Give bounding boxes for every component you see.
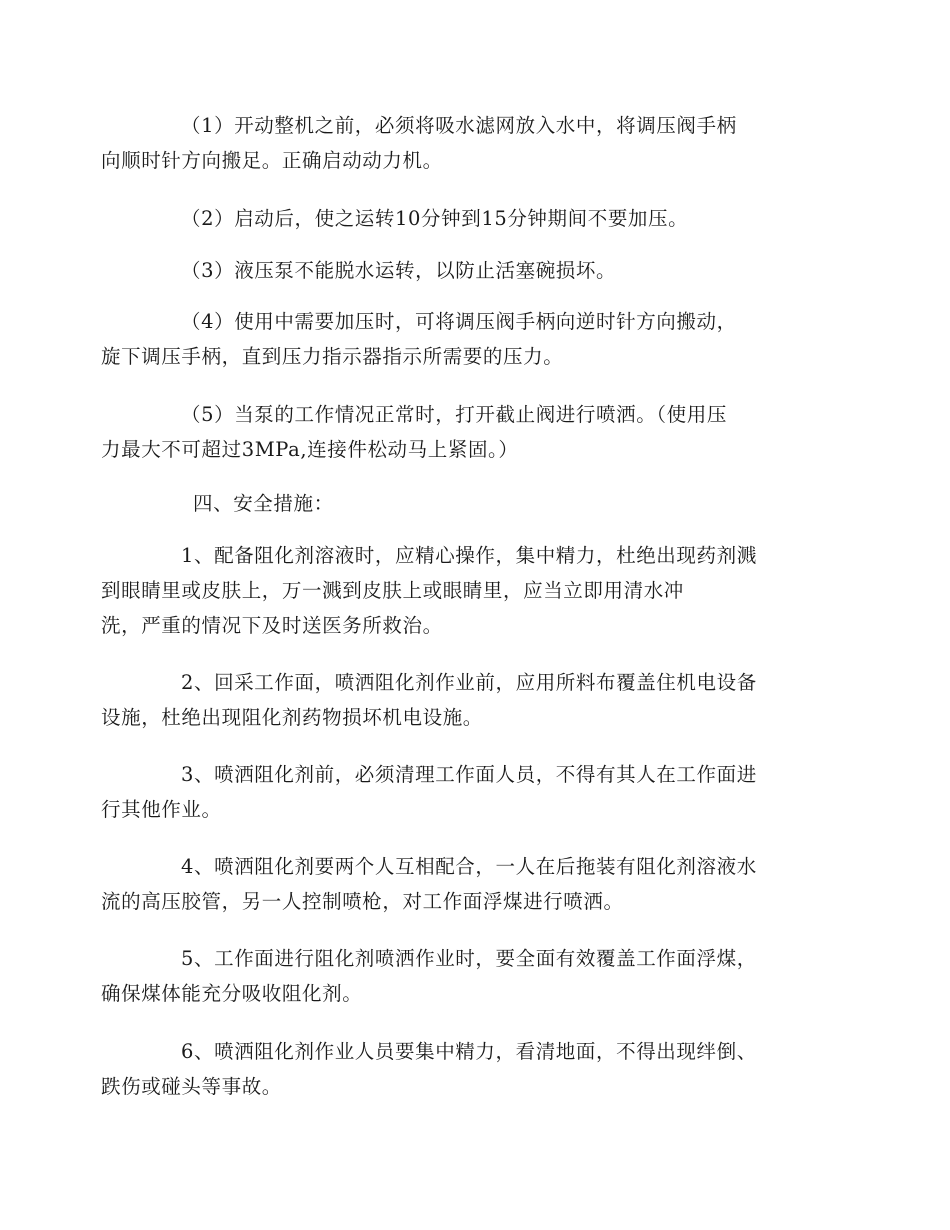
text-line: 6、喷洒阻化剂作业人员要集中精力，看清地面，不得出现绊倒、	[181, 1040, 757, 1063]
text-line: （3）液压泵不能脱水运转，以防止活塞碗损坏。	[181, 259, 617, 282]
paragraph-safety-3	[101, 757, 811, 827]
text-line: （2）启动后，使之运转10分钟到15分钟期间不要加压。	[181, 207, 689, 230]
text-line: 确保煤体能充分吸收阻化剂。	[101, 982, 363, 1005]
text-line: （1）开动整机之前，必须将吸水滤网放入水中，将调压阀手柄	[181, 114, 737, 137]
paragraph-safety-2	[101, 665, 811, 735]
text-line: 洗，严重的情况下及时送医务所救治。	[101, 614, 443, 637]
text-line: 行其他作业。	[101, 798, 222, 821]
text-line: 到眼睛里或皮肤上，万一溅到皮肤上或眼睛里，应当立即用清水冲	[101, 579, 684, 602]
text-line: 流的高压胶管，另一人控制喷枪，对工作面浮煤进行喷洒。	[101, 890, 624, 913]
heading-text: 四、安全措施：	[193, 492, 334, 515]
section-heading-safety	[141, 486, 811, 521]
paragraph-step-3	[141, 253, 811, 288]
text-line: （5）当泵的工作情况正常时，打开截止阀进行喷洒。（使用压	[181, 403, 727, 426]
text-line: 2、回采工作面，喷洒阻化剂作业前，应用所料布覆盖住机电设备	[181, 671, 757, 694]
text-line: 跌伤或碰头等事故。	[101, 1075, 282, 1098]
text-line: 5、工作面进行阻化剂喷洒作业时，要全面有效覆盖工作面浮煤，	[181, 947, 757, 970]
paragraph-safety-4	[101, 849, 811, 919]
text-line: 力最大不可超过3MPa,连接件松动马上紧固。）	[101, 438, 519, 461]
text-line: 1、配备阻化剂溶液时，应精心操作，集中精力，杜绝出现药剂溅	[181, 544, 757, 567]
paragraph-safety-5	[101, 941, 811, 1011]
paragraph-step-5	[101, 397, 811, 467]
text-line: 3、喷洒阻化剂前，必须清理工作面人员，不得有其人在工作面进	[181, 763, 757, 786]
text-line: 向顺时针方向搬足。正确启动动力机。	[101, 149, 443, 172]
text-line: 4、喷洒阻化剂要两个人互相配合，一人在后拖装有阻化剂溶液水	[181, 855, 757, 878]
paragraph-step-4	[101, 304, 811, 374]
paragraph-step-2	[141, 201, 811, 236]
paragraph-step-1	[101, 108, 811, 178]
text-line: （4）使用中需要加压时，可将调压阀手柄向逆时针方向搬动，	[181, 310, 737, 333]
text-line: 设施，杜绝出现阻化剂药物损坏机电设施。	[101, 706, 483, 729]
text-line: 旋下调压手柄，直到压力指示器指示所需要的压力。	[101, 345, 564, 368]
paragraph-safety-1	[101, 538, 811, 643]
paragraph-safety-6	[101, 1034, 811, 1104]
